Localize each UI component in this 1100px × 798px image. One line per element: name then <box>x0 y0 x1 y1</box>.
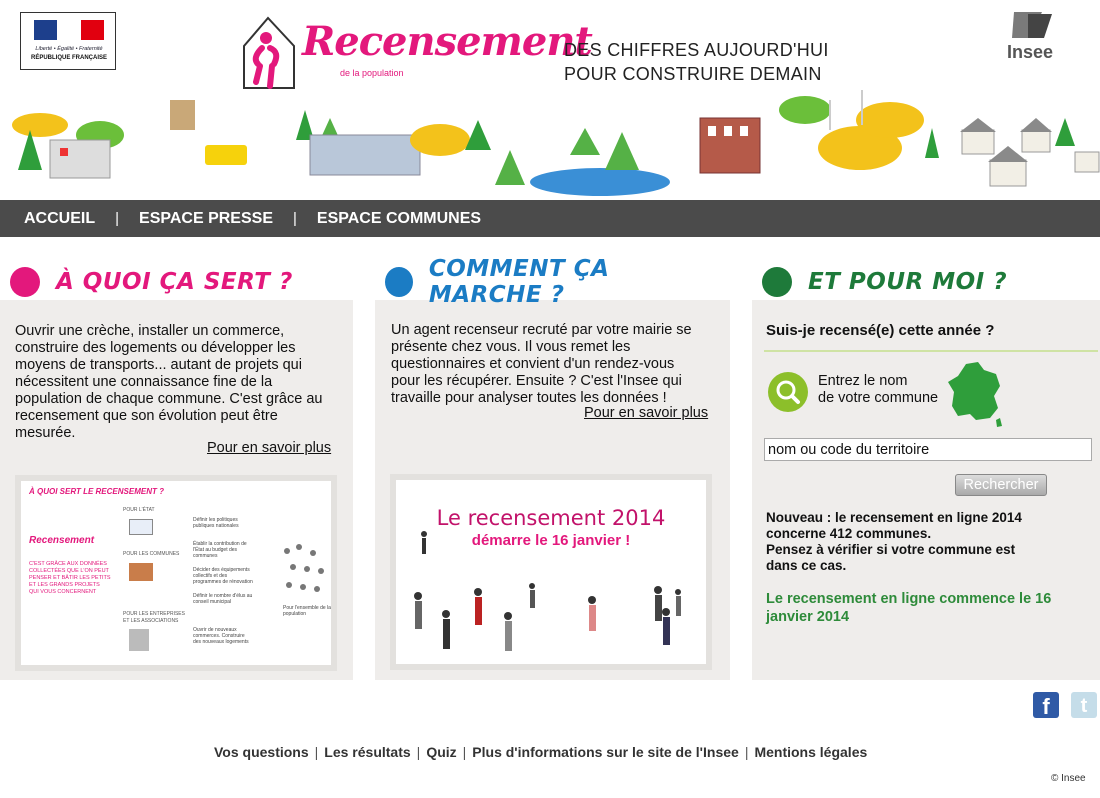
note: Établir la contribution de l'État au budget des communes <box>193 541 247 559</box>
footer-separator: | <box>314 744 319 760</box>
column-text <box>391 322 692 407</box>
school-icon <box>129 563 153 581</box>
column-title: COMMENT ÇA MARCHE ? <box>428 256 610 308</box>
footer-link-questions[interactable]: Vos questions <box>214 744 309 760</box>
republic-motto: Liberté • Égalité • Fraternité <box>35 46 103 52</box>
more-info-link[interactable]: Pour en savoir plus <box>207 440 332 456</box>
town-landscape-illustration <box>0 90 1100 200</box>
nav-item-espace-communes[interactable]: ESPACE COMMUNES <box>316 209 482 227</box>
column-header <box>752 262 1007 302</box>
enter-commune-label <box>818 373 938 407</box>
republic-name: RÉPUBLIQUE FRANÇAISE <box>30 55 107 61</box>
footer-separator: | <box>462 744 467 760</box>
question-title: Suis-je recensé(e) cette année ? <box>766 322 995 339</box>
nav-item-espace-presse[interactable]: ESPACE PRESSE <box>139 209 273 227</box>
note: Pour l'ensemble de la population <box>283 605 331 617</box>
note: Décider des équipements collectifs et des programmes de rénovation <box>193 567 253 585</box>
column-title: ET POUR MOI ? <box>808 269 1008 295</box>
promo-line-1: Le recensement 2014 <box>436 506 666 530</box>
brand-subtitle: de la population <box>340 68 404 78</box>
note: Définir les politiques publiques nationales <box>193 517 239 529</box>
text-line: Pensez à vérifier si votre commune est <box>766 542 1016 557</box>
column-text <box>15 323 322 442</box>
column-et-pour-moi <box>752 262 1100 680</box>
commune-search-input[interactable] <box>764 438 1092 461</box>
french-flag-icon <box>34 20 104 40</box>
text-line: population de chaque commune. C'est grâce au <box>15 391 323 407</box>
text-line: Nouveau : le recensement en ligne 2014 <box>766 510 1022 525</box>
column-title: À QUOI ÇA SERT ? <box>56 269 293 295</box>
recensement-logo[interactable] <box>240 12 592 97</box>
text-line: nécessitent une connaissance fine de la <box>15 374 273 390</box>
news-text <box>766 510 1022 574</box>
slogan-line-2: POUR CONSTRUIRE DEMAIN <box>564 64 822 84</box>
group-label: POUR LES ENTREPRISES <box>123 611 185 617</box>
infographic-brand: Recensement <box>29 535 95 546</box>
text-line: construire des logements ou développer les <box>15 340 296 356</box>
text-line: ET LES GRANDS PROJETS <box>29 582 100 588</box>
online-census-announcement[interactable]: Le recensement en ligne commence le 16 janvier 2014 <box>766 591 1052 625</box>
group-label: POUR L'ÉTAT <box>123 507 155 513</box>
text-line: COLLECTÉES QUE L'ON PEUT <box>29 568 109 574</box>
text-line: questionnaires et convient d'un rendez-vous <box>391 356 675 372</box>
green-dot-icon <box>762 267 792 297</box>
footer-separator: | <box>744 744 749 760</box>
search-button[interactable]: Rechercher <box>955 474 1047 496</box>
state-icon <box>129 519 153 535</box>
text-line: C'EST GRÂCE AUX DONNÉES <box>29 561 107 567</box>
footer-links <box>214 744 867 760</box>
text-line: Entrez le nom <box>818 373 908 389</box>
column-header <box>375 256 730 308</box>
house-figure-icon <box>240 12 300 97</box>
text-line: travaille pour analyser toutes les données ! <box>391 390 667 406</box>
footer-link-mentions[interactable]: Mentions légales <box>754 744 868 760</box>
text-line: dans ce cas. <box>766 558 847 573</box>
text-line: mesurée. <box>15 425 76 441</box>
copyright: © Insee <box>1051 773 1086 784</box>
infographic-title: À QUOI SERT LE RECENSEMENT ? <box>29 487 164 496</box>
people-crowd-icon <box>279 541 331 601</box>
slogan-line-1: DES CHIFFRES AUJOURD'HUI <box>564 40 829 60</box>
text-line: pour les récupérer. Ensuite ? C'est l'Insee qui <box>391 373 682 389</box>
pink-dot-icon <box>10 267 40 297</box>
footer-link-insee[interactable]: Plus d'informations sur le site de l'Insee <box>472 744 739 760</box>
france-map-icon <box>944 360 1004 428</box>
republique-francaise-logo[interactable] <box>20 12 116 70</box>
note: Définir le nombre d'élus au conseil municipal <box>193 593 253 605</box>
nav-separator: | <box>115 210 120 227</box>
promo-card[interactable] <box>390 474 712 670</box>
note: Ouvrir de nouveaux commerces. Construire des nouveaux logements <box>193 627 249 645</box>
footer-link-resultats[interactable]: Les résultats <box>324 744 411 760</box>
text-line: Ouvrir une crèche, installer un commerce, <box>15 323 285 339</box>
brand-title: Recensement <box>302 18 592 65</box>
search-icon <box>768 372 808 412</box>
text-line: Un agent recenseur recruté par votre mairie se <box>391 322 692 338</box>
text-line: concerne 412 communes. <box>766 526 932 541</box>
column-comment-ca-marche <box>375 256 730 680</box>
text-line: présente chez vous. Il vous remet les <box>391 339 631 355</box>
promo-line-2: démarre le 16 janvier ! <box>471 532 631 549</box>
nav-item-accueil[interactable]: ACCUEIL <box>24 209 96 227</box>
footer-separator: | <box>416 744 421 760</box>
more-info-link[interactable]: Pour en savoir plus <box>584 405 709 421</box>
text-line: moyens de transports... autant de projets qui <box>15 357 302 373</box>
text-line: recensement que son évolution peut être <box>15 408 278 424</box>
building-icon <box>129 629 149 651</box>
nav-separator: | <box>292 210 297 227</box>
people-walking-illustration <box>404 530 704 662</box>
text-line: PENSER ET BÂTIR LES PETITS <box>29 575 111 581</box>
group-label: POUR LES COMMUNES <box>123 551 180 557</box>
column-header <box>0 262 293 302</box>
text-line: QUI VOUS CONCERNENT <box>29 589 97 595</box>
slogan <box>564 38 829 86</box>
divider <box>764 350 1098 352</box>
insee-label[interactable]: Insee <box>1007 42 1054 62</box>
infographic-card[interactable] <box>15 475 337 671</box>
group-label: ET LES ASSOCIATIONS <box>123 618 179 624</box>
twitter-icon[interactable]: t <box>1071 692 1097 718</box>
facebook-icon[interactable]: f <box>1033 692 1059 718</box>
header <box>0 0 1100 200</box>
main-nav <box>0 200 1100 237</box>
column-a-quoi-ca-sert <box>0 262 353 680</box>
blue-dot-icon <box>385 267 413 297</box>
footer-link-quiz[interactable]: Quiz <box>426 744 457 760</box>
infographic-left-text <box>29 561 111 596</box>
text-line: de votre commune <box>818 390 939 406</box>
